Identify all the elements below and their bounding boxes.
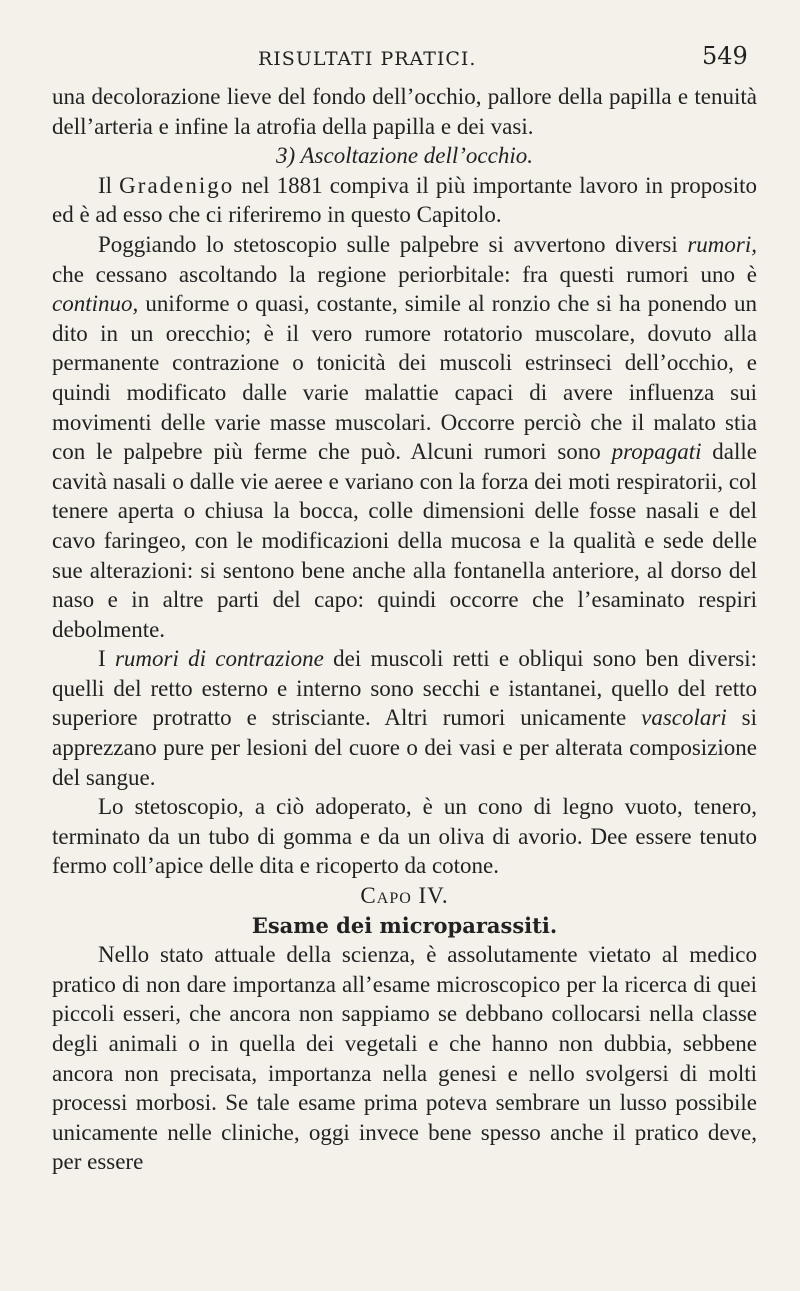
paragraph-6: Nello stato attuale della scienza, è assolutamente vietato al medico pratico di non dare importanza all’esame microscopico per la ricerca di quei piccoli esseri, che ancora non sappiamo se debbano collocarsi nella classe degli animali o in quella dei vegetali e che hanno non dubbia, sebbene ancora non precisata, importanza nella genesi e nello svolgersi di molti processi morbosi. Se tale esame prima poteva sembrare un lusso possibile unicamente nelle cliniche, oggi invece bene spesso anche il pratico deve, per essere (52, 942, 757, 1175)
chapter-title: Esame dei microparassiti. (251, 912, 558, 938)
text-run: uniforme o quasi, costante, simile al ronzio che si ha ponendo un dito in un orecchio; è il vero rumore rotatorio muscolare, dovuto alla permanente contrazione o tonicità dei muscoli estrinseci dell’occhio, e quindi modificato dalle varie malattie capaci di avere influenza sui movimenti delle varie masse muscolari. Occorre perciò che il malato stia con le palpebre più ferme che può. Alcuni rumori sono (52, 291, 757, 465)
paragraph-1: una decolorazione lieve del fondo dell’occhio, pallore della papilla e tenuità dell’arteria e infine la atrofia della papilla e dei vasi. (52, 84, 757, 139)
text-run: si apprezzano pure per lesioni del cuore o dei vasi e per alterata composizione del sangue. (52, 705, 757, 790)
running-head: RISULTATI PRATICI. (258, 48, 477, 70)
paragraph-2 (52, 171, 757, 230)
page-body (52, 82, 757, 1177)
author-name: Gradenigo (119, 172, 235, 198)
text-run: Il (98, 172, 120, 198)
paragraph-3 (52, 230, 757, 644)
italic-term: continuo, (52, 291, 139, 317)
text-run: che cessano ascoltando la regione periorbitale: fra questi rumori uno è (52, 261, 757, 287)
section-title: 3) Ascoltazione dell’occhio. (276, 143, 533, 169)
paragraph-5: Lo stetoscopio, a ciò adoperato, è un cono di legno vuoto, tenero, terminato da un tubo di gomma e da un oliva di avorio. Dee essere tenuto fermo coll’apice delle dita e ricoperto da cotone. (52, 794, 757, 879)
italic-term: rumori, (687, 231, 757, 257)
chapter-heading: Capo IV. (360, 883, 449, 909)
page-number: 549 (702, 42, 748, 70)
italic-term: rumori di contrazione (114, 646, 324, 672)
text-run: dalle cavità nasali o dalle vie aeree e variano con la forza dei moti respiratorii, col tenere aperta o chiusa la bocca, colle dimensioni delle fosse nasali e del cavo faringeo, con le modificazioni della mucosa e la qualità e sede delle sue alterazioni: si sentono bene anche alla fontanella anteriore, al dorso del naso e in altre parti del capo: quindi occorre che l’esaminato respiri debolmente. (52, 439, 758, 642)
text-run: nel 1881 compiva il più importante lavoro in proposito ed è ad esso che ci riferiremo in questo Capitolo. (52, 172, 757, 228)
italic-term: vascolari (641, 705, 727, 731)
italic-term: propagati (611, 439, 702, 465)
text-run: I (98, 646, 115, 672)
text-run: dei muscoli retti e obliqui sono ben diversi: quelli del retto esterno e interno sono secchi e istantanei, quello del retto superiore protratto e strisciante. Altri rumori unicamente (52, 646, 758, 731)
text-run: Poggiando lo stetoscopio sulle palpebre si avvertono diversi (98, 231, 688, 257)
paragraph-4 (52, 644, 757, 792)
page-header (0, 42, 800, 78)
